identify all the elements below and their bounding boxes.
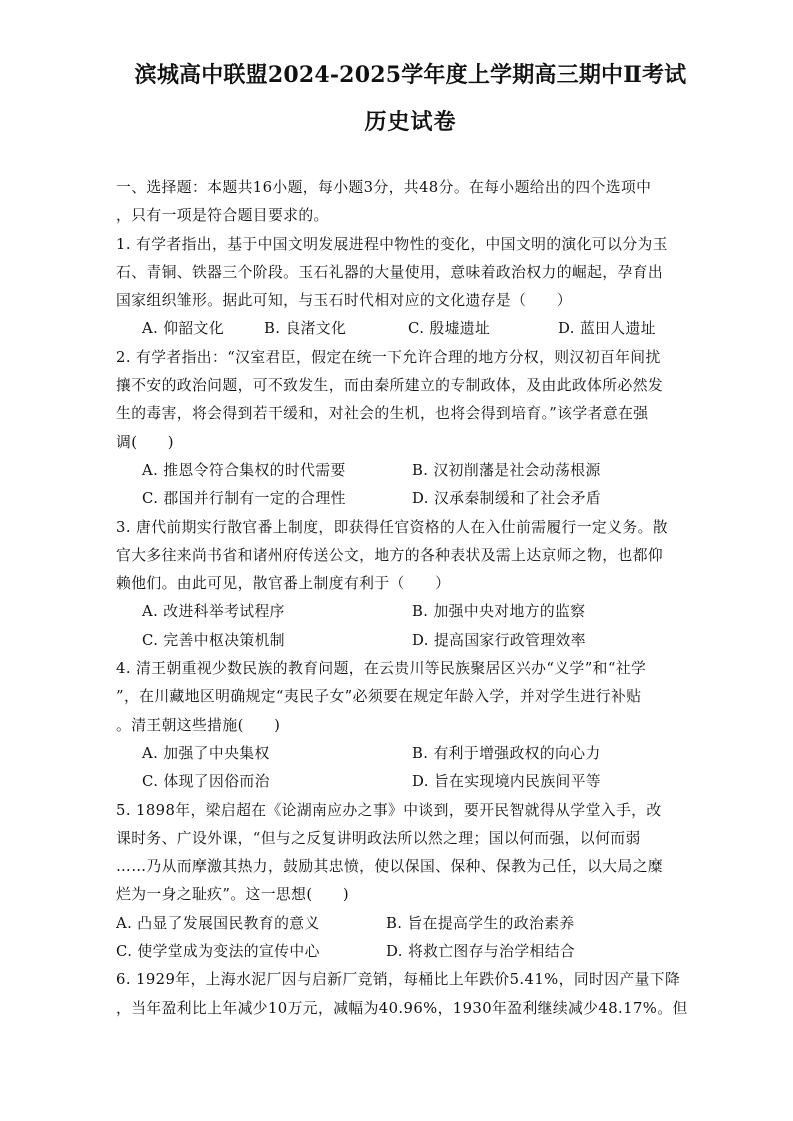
option-b[interactable]: B. 汉初削藩是社会动荡根源 (412, 461, 601, 479)
instructions-line: ，只有一项是符合题目要求的。 (116, 207, 329, 225)
option-a[interactable]: A. 改进科举考试程序 (142, 603, 285, 621)
instructions-line: 一、选择题：本题共16小题，每小题3分，共48分。在每小题给出的四个选项中 (116, 179, 652, 196)
options-group (116, 315, 705, 343)
options-group (116, 457, 705, 514)
option-d[interactable]: D. 提高国家行政管理效率 (412, 631, 586, 649)
options-group (116, 598, 705, 655)
option-a[interactable]: A. 推恩令符合集权的时代需要 (142, 461, 346, 479)
option-c[interactable]: C. 使学堂成为变法的宣传中心 (116, 943, 320, 961)
question-stem-line: 生的毒害，将会得到若干缓和，对社会的生机，也将会得到培育。”该学者意在强 (116, 405, 649, 423)
question-3 (116, 514, 705, 655)
question-stem-line: 3. 唐代前期实行散官番上制度，即获得任官资格的人在入仕前需履行一定义务。散 (116, 518, 668, 536)
options-group (116, 740, 705, 797)
option-b[interactable]: B. 有利于增强政权的向心力 (412, 744, 601, 762)
question-stem-line: 5. 1898年，梁启超在《论湖南应办之事》中谈到，要开民智就得从学堂入手，改 (116, 801, 662, 819)
page-title: 滨城高中联盟2024-2025学年度上学期高三期中Ⅱ考试 (134, 62, 687, 88)
page-subtitle: 历史试卷 (364, 109, 457, 135)
question-stem-line: 。清王朝这些措施( ) (116, 716, 281, 734)
question-stem-line: 调( ) (116, 433, 174, 451)
question-stem-line: 课时务、广设外课，“但与之反复讲明政法所以然之理；国以何而强，以何而弱 (116, 829, 641, 847)
options-group (116, 910, 705, 967)
option-c[interactable]: C. 体现了因俗而治 (142, 773, 270, 791)
question-stem-line: 赖他们。由此可见，散官番上制度有利于（ ） (116, 575, 451, 593)
question-stem-line: 官大多往来尚书省和诸州府传送公文，地方的各种表状及需上达京师之物，也都仰 (116, 546, 664, 564)
option-d[interactable]: D. 将救亡图存与治学相结合 (386, 943, 576, 961)
question-stem-line: ”，在川藏地区明确规定“夷民子女”必须要在规定年龄入学，并对学生进行补贴 (116, 688, 642, 706)
option-d[interactable]: D. 汉承秦制缓和了社会矛盾 (412, 490, 602, 508)
question-stem-line: 石、青铜、铁器三个阶段。玉石礼器的大量使用，意味着政治权力的崛起，孕育出 (116, 263, 664, 281)
question-stem-line: ，当年盈利比上年减少10万元，减幅为40.96%，1930年盈利继续减少48.17%。但 (116, 999, 688, 1017)
option-d[interactable]: D. 蓝田人遗址 (558, 320, 656, 338)
option-a[interactable]: A. 凸显了发展国民教育的意义 (116, 914, 320, 932)
question-stem-line: 国家组织雏形。据此可知，与玉石时代相对应的文化遗存是（ ） (116, 292, 572, 310)
option-a[interactable]: A. 仰韶文化 (142, 320, 225, 338)
option-d[interactable]: D. 旨在实现境内民族间平等 (412, 773, 602, 791)
option-c[interactable]: C. 郡国并行制有一定的合理性 (142, 490, 346, 508)
question-4 (116, 655, 705, 796)
option-a[interactable]: A. 加强了中央集权 (142, 744, 270, 762)
question-stem-line: 1. 有学者指出，基于中国文明发展进程中物性的变化，中国文明的演化可以分为玉 (116, 235, 668, 253)
question-stem-line: 攘不安的政治问题，可不致发生，而由秦所建立的专制政体，及由此政体所必然发 (116, 377, 664, 395)
question-stem-line: 6. 1929年，上海水泥厂因与启新厂竞销，每桶比上年跌价5.41%，同时因产量下降 (116, 971, 681, 989)
question-stem-line: 烂为一身之耻疚”。这一思想( ) (116, 886, 350, 904)
question-1 (116, 231, 705, 344)
option-c[interactable]: C. 殷墟遗址 (408, 320, 491, 338)
question-stem-line: 2. 有学者指出：“汉室君臣，假定在统一下允许合理的地方分权，则汉初百年间扰 (116, 348, 661, 366)
question-stem-line: 4. 清王朝重视少数民族的教育问题，在云贵川等民族聚居区兴办“义学”和“社学 (116, 660, 647, 678)
section-instructions (116, 174, 705, 231)
question-5 (116, 797, 705, 967)
question-6 (116, 966, 705, 1023)
option-b[interactable]: B. 良渚文化 (264, 320, 347, 338)
question-2 (116, 344, 705, 514)
option-b[interactable]: B. 旨在提高学生的政治素养 (386, 914, 575, 932)
question-stem-line: ……乃从而摩激其热力，鼓励其忠愤，使以保国、保种、保教为己任，以大局之糜 (116, 858, 664, 876)
option-b[interactable]: B. 加强中央对地方的监察 (412, 603, 586, 621)
option-c[interactable]: C. 完善中枢决策机制 (142, 631, 285, 649)
